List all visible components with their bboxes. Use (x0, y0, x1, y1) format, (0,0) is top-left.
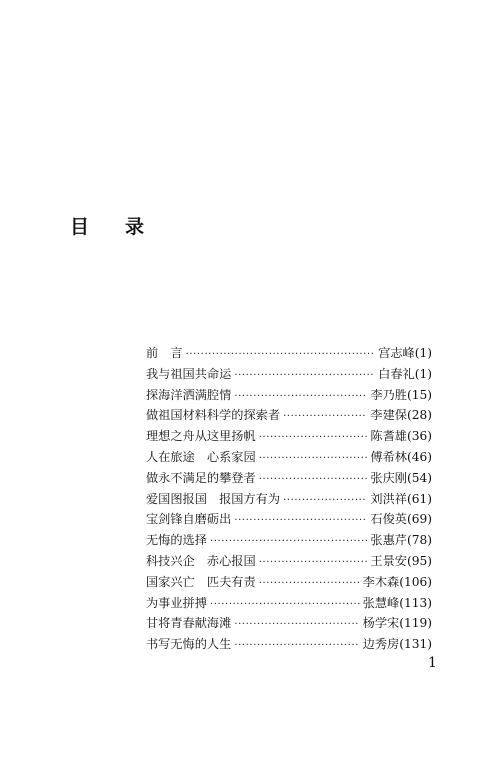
toc-entry-page: (119) (399, 616, 432, 631)
toc-dot-leader (283, 491, 367, 512)
toc-entry-author: 石俊英 (370, 512, 407, 527)
toc-dot-leader (186, 345, 376, 366)
toc-entry-page: (61) (406, 491, 432, 506)
toc-entry (146, 385, 432, 406)
toc-heading-char-1: 目 (70, 216, 90, 238)
toc-entry-author: 边秀房 (362, 637, 400, 652)
toc-entry-author: 张庆刚 (370, 470, 407, 485)
toc-dot-leader (234, 636, 359, 657)
toc-entry-title: 我与祖国共命运 (146, 366, 232, 381)
toc-dot-leader (259, 428, 368, 449)
toc-entry-author: 张慧峰 (362, 595, 400, 610)
toc-entry-author: 陈耆雄 (370, 429, 407, 444)
toc-entry-author: 傅希林 (370, 449, 407, 464)
toc-entry-author: 李乃胜 (370, 387, 407, 402)
toc-entry-author: 白春礼 (378, 366, 415, 381)
toc-entry (146, 343, 432, 364)
toc-entry-title: 理想之舟从这里扬帆 (146, 429, 256, 444)
toc-entry-author: 李建保 (370, 408, 407, 423)
toc-entry-author: 李木森 (362, 574, 400, 589)
toc-entry-title: 爱国图报国 报国方有为 (146, 491, 281, 506)
toc-dot-leader (234, 387, 367, 408)
toc-entry-page: (95) (406, 553, 432, 568)
toc-dot-leader (259, 574, 360, 595)
toc-entry-title: 书写无悔的人生 (146, 637, 232, 652)
toc-heading-char-2: 录 (125, 216, 145, 238)
toc-dot-leader (210, 595, 360, 616)
toc-entry-title: 前 言 (146, 346, 183, 360)
toc-entry-page: (69) (406, 512, 432, 527)
toc-dot-leader (259, 449, 368, 470)
toc-entry-title: 宝剑锋自磨砺出 (146, 512, 232, 527)
toc-entry-page: (78) (406, 533, 432, 548)
toc-entry-author: 杨学宋 (362, 616, 400, 631)
toc-entry-title: 科技兴企 赤心报国 (146, 553, 256, 568)
toc-entry-author: 张惠芹 (370, 533, 407, 548)
toc-dot-leader (259, 470, 368, 491)
toc-entry (146, 509, 432, 530)
toc-entry-title: 做祖国材料科学的探索者 (146, 408, 281, 423)
toc-entry (146, 572, 432, 593)
toc-entry-page: (15) (406, 387, 432, 402)
toc-entry-page: (106) (399, 574, 432, 589)
toc-entry-title: 人在旅途 心系家园 (146, 449, 256, 464)
toc-entry-page: (36) (406, 429, 432, 444)
toc-entry-author: 刘洪祥 (370, 491, 407, 506)
toc-heading (70, 212, 144, 239)
toc-dot-leader (259, 553, 368, 574)
toc-entry-title: 无悔的选择 (146, 533, 207, 548)
toc-entry (146, 489, 432, 510)
toc-entry-page: (54) (406, 470, 432, 485)
toc-entry (146, 364, 432, 385)
toc-entry (146, 447, 432, 468)
toc-dot-leader (210, 532, 367, 553)
toc-entry (146, 634, 432, 655)
toc-dot-leader (234, 511, 367, 532)
toc-entry (146, 426, 432, 447)
toc-entry (146, 468, 432, 489)
toc-dot-leader (283, 407, 367, 428)
toc-entry-title: 做永不满足的攀登者 (146, 470, 256, 485)
toc-entry-page: (1) (414, 366, 432, 381)
toc-dot-leader (234, 615, 359, 636)
toc-entry (146, 593, 432, 614)
toc-entry (146, 613, 432, 634)
toc-entry-page: (131) (399, 637, 432, 652)
toc-entry-author: 王景安 (370, 553, 407, 568)
toc-entry-title: 探海洋洒满腔情 (146, 387, 232, 402)
page-number: 1 (428, 655, 437, 671)
toc-entry (146, 405, 432, 426)
toc-entry-title: 为事业拼搏 (146, 595, 207, 610)
toc-entry-page: (46) (406, 449, 432, 464)
toc-entry-title: 国家兴亡 匹夫有责 (146, 574, 256, 589)
table-of-contents (146, 343, 432, 655)
toc-entry-title: 甘将青春献海滩 (146, 616, 232, 631)
toc-entry-page: (28) (406, 408, 432, 423)
toc-entry-page: (1) (414, 346, 432, 360)
toc-entry-author: 宫志峰 (378, 346, 415, 360)
toc-entry (146, 551, 432, 572)
toc-entry (146, 530, 432, 551)
toc-dot-leader (234, 366, 375, 387)
toc-entry-page: (113) (399, 595, 432, 610)
